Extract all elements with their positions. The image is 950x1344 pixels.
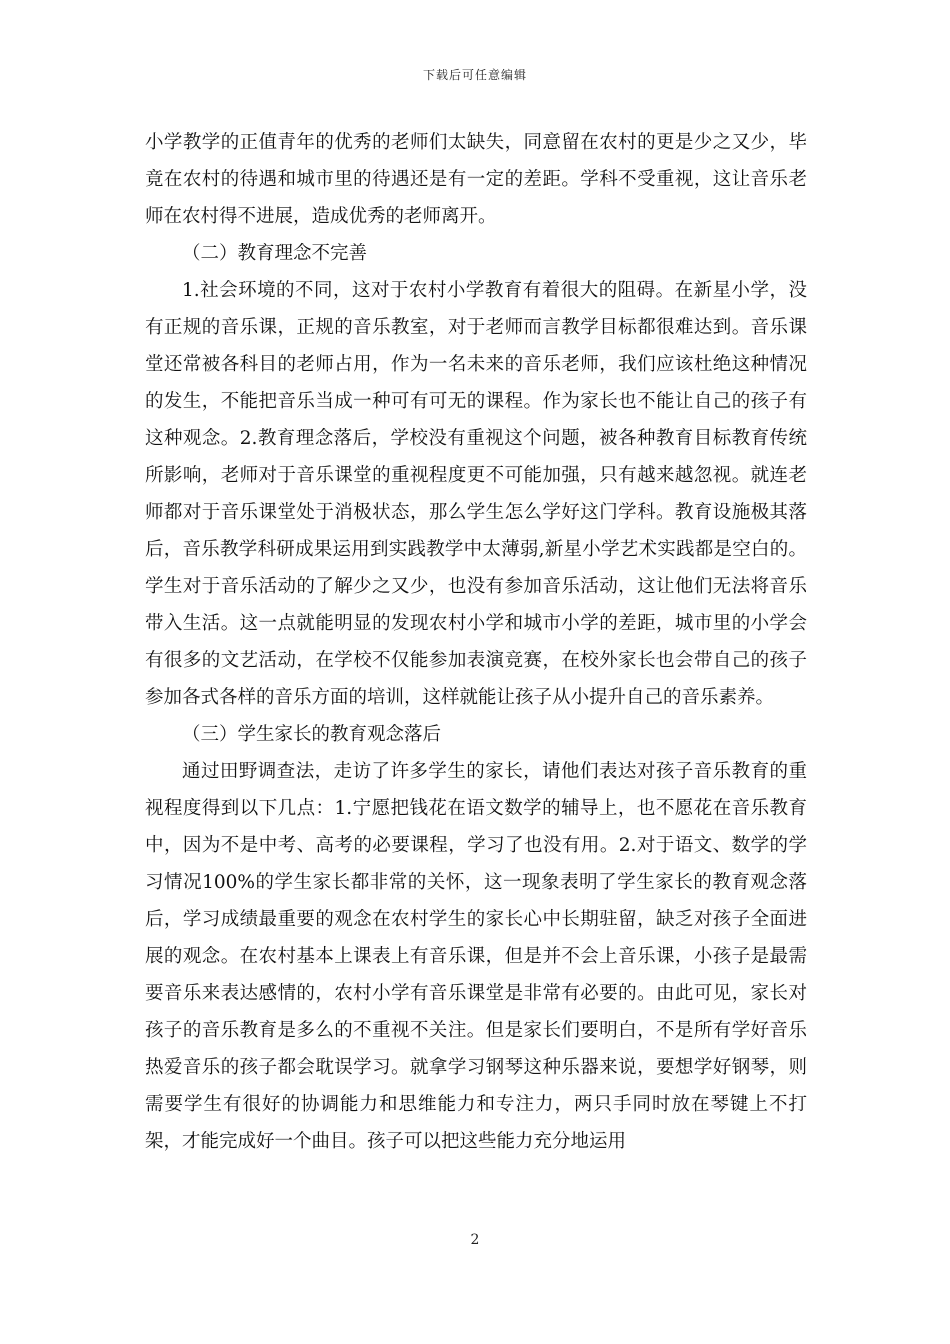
paragraph-education-concept: 1.社会环境的不同，这对于农村小学教育有着很大的阻碍。在新星小学，没有正规的音乐课，正规的音乐教室，对于老师而言教学目标都很难达到。音乐课堂还常被各科目的老师占用，作为一名未来的音乐老师，我们应该杜绝这种情况的发生，不能把音乐当成一种可有可无的课程。作为家长也不能让自己的孩子有这种观念。2.教育理念落后，学校没有重视这个问题，被各种教育目标教育传统所影响，老师对于音乐课堂的重视程度更不可能加强，只有越来越忽视。就连老师都对于音乐课堂处于消极状态，那么学生怎么学好这门学科。教育设施极其落后，音乐教学科研成果运用到实践教学中太薄弱,新星小学艺术实践都是空白的。学生对于音乐活动的了解少之又少，也没有参加音乐活动，这让他们无法将音乐带入生活。这一点就能明显的发现农村小学和城市小学的差距，城市里的小学会有很多的文艺活动，在学校不仅能参加表演竞赛，在校外家长也会带自己的孩子参加各式各样的音乐方面的培训，这样就能让孩子从小提升自己的音乐素养。 [145,280,807,708]
paragraph-parents-concept: 通过田野调查法，走访了许多学生的家长，请他们表达对孩子音乐教育的重视程度得到以下几点：1.宁愿把钱花在语文数学的辅导上，也不愿花在音乐教育中，因为不是中考、高考的必要课程，学习了也没有用。2.对于语文、数学的学习情况100%的学生家长都非常的关怀，这一现象表明了学生家长的教育观念落后，学习成绩最重要的观念在农村学生的家长心中长期驻留，缺乏对孩子全面进展的观念。在农村基本上课表上有音乐课，但是并不会上音乐课，小孩子是最需要音乐来表达感情的，农村小学有音乐课堂是非常有必要的。由此可见，家长对孩子的音乐教育是多么的不重视不关注。但是家长们要明白，不是所有学好音乐热爱音乐的孩子都会耽误学习。就拿学习钢琴这种乐器来说，要想学好钢琴，则需要学生有很好的协调能力和思维能力和专注力，两只手同时放在琴键上不打架，才能完成好一个曲目。孩子可以把这些能力充分地运用 [145,761,807,1152]
page-number: 2 [470,1232,480,1248]
section-heading-2: （二）教育理念不完善 [182,243,368,264]
section-heading-3: （三）学生家长的教育观念落后 [182,724,442,745]
document-body [145,124,807,1160]
page-header: 下载后可任意编辑 [422,68,527,82]
paragraph-continuation: 小学教学的正值青年的优秀的老师们太缺失，同意留在农村的更是少之又少，毕竟在农村的待遇和城市里的待遇还是有一定的差距。学科不受重视，这让音乐老师在农村得不进展，造成优秀的老师离开。 [145,132,807,227]
